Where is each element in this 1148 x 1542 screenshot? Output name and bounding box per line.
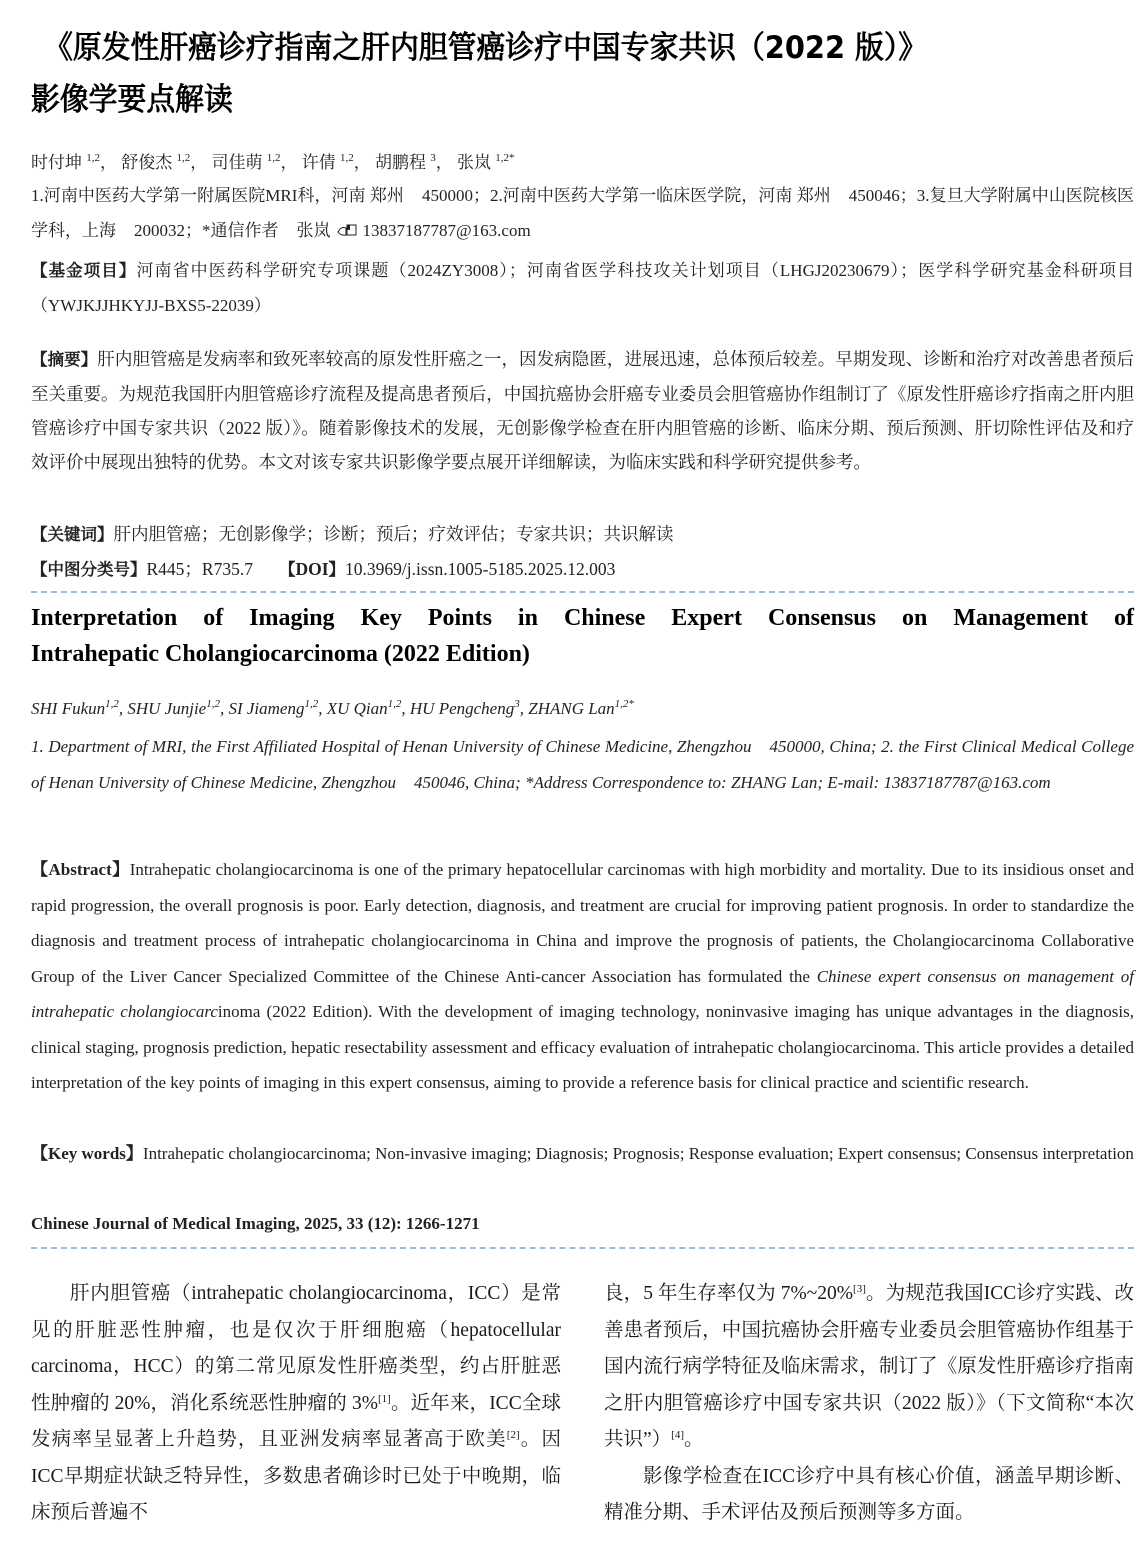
keywords-text-en: Intrahepatic cholangiocarcinoma; Non-invasive imaging; Diagnosis; Prognosis; Response evaluation; Expert consensus; Consensus interpretation (142, 1144, 1134, 1163)
journal-citation: Chinese Journal of Medical Imaging, 2025, 33 (12): 1266-1271 (31, 1214, 480, 1233)
chinese-author-list (31, 148, 1134, 173)
keywords-text-cn: 肝内胆管癌；无创影像学；诊断；预后；疗效评估；专家共识；共识解读 (113, 524, 674, 544)
author: SHU Junjie$^{1,2}$, (127, 698, 229, 718)
classification-code: R445；R735.7 (146, 559, 253, 579)
classification-label: 【中图分类号】 (31, 560, 147, 579)
citation-ref[interactable]: [3] (853, 1283, 866, 1295)
funding-label: 【基金项目】 (31, 261, 137, 280)
author: SHI Fukun$^{1,2}$, (31, 698, 128, 718)
funding-section (31, 253, 1134, 323)
body-column-left (31, 1276, 561, 1532)
english-title (31, 600, 1134, 672)
doi-link[interactable]: 10.3969/j.issn.1005-5185.2025.12.003 (345, 559, 616, 579)
body-paragraph: 影像学检查在ICC诊疗中具有核心价值，涵盖早期诊断、精准分期、手术评估及预后预测等多方面。 (604, 1465, 1134, 1523)
dashed-separator (31, 1247, 1134, 1249)
english-affiliations: 1. Department of MRI, the First Affiliated Hospital of Henan University of Chinese Medicine, Zhengzhou 450000, China; 2. the First Clinical Medical College of Henan University of Chinese Medicine, Zhengzhou 450046, China; *Address Correspondence to: ZHANG Lan; E-mail: 13837187787@163.com (31, 737, 1134, 792)
abstract-label-en: 【Abstract】 (31, 860, 130, 879)
body-paragraph: 良，5 年生存率仅为 7%~20%[3]。为规范我国ICC诊疗实践、改善患者预后，中国抗癌协会肝癌专业委员会胆管癌协作组基于国内流行病学特征及临床需求，制订了《原发性肝癌诊疗指南之肝内胆管癌诊疗中国专家共识（2022 版）》（下文简称“本次共识”）[4]。 (604, 1283, 1134, 1450)
author: 时付坤 $^{1,2}$， (31, 152, 117, 172)
keywords-label-cn: 【关键词】 (31, 525, 114, 544)
author: SI Jiameng$^{1,2}$, (228, 698, 327, 718)
english-author-list (31, 699, 1134, 719)
citation-ref[interactable]: [1] (377, 1392, 391, 1405)
english-title-line-2: Intrahepatic Cholangiocarcinoma (2022 Edition) (31, 641, 530, 667)
corresponding-author: 张岚 (296, 221, 331, 240)
keywords-label-en: 【Key words】 (31, 1144, 143, 1163)
author: 许倩 $^{1,2}$， (301, 152, 371, 172)
citation-ref[interactable]: [2] (506, 1429, 520, 1441)
english-keywords (31, 1136, 1134, 1172)
abstract-text-cn: 肝内胆管癌是发病率和致死率较高的原发性肝癌之一，因发病隐匿，进展迅速，总体预后较差。早期发现、诊断和治疗对改善患者预后至关重要。为规范我国肝内胆管癌诊疗流程及提高患者预后，中国抗癌协会肝癌专业委员会胆管癌协作组制订了《原发性肝癌诊疗指南之肝内胆管癌诊疗中国专家共识（2022 版）》。随着影像技术的发展，无创影像学检查在肝内胆管癌的诊断、临床分期、预后预测、肝切除性评估及和疗效评价中展现出独特的优势。本文对该专家共识影像学要点展开详细解读，为临床实践和科学研究提供参考。 (31, 349, 1135, 472)
author: 舒俊杰 $^{1,2}$， (121, 152, 208, 172)
body-paragraph: 肝内胆管癌（intrahepatic cholangiocarcinoma，ICC）是常见的肝脏恶性肿瘤，也是仅次于肝细胞癌（hepatocellular carcinoma，HCC）的第二常见原发性肝癌类型，约占肝脏恶性肿瘤的 20%，消化系统恶性肿瘤的 3%[1]。近年来，ICC全球发病率呈显著上升趋势，且亚洲发病率显著高于欧美[2]。因ICC早期症状缺乏特异性，多数患者确诊时已处于中晚期，临床预后普遍不 (31, 1283, 561, 1523)
chinese-title-line-2: 影像学要点解读 (31, 82, 233, 118)
author: 张岚 $^{1,2*}$ (457, 152, 515, 172)
chinese-keywords (31, 517, 1134, 552)
english-title-line-1: Interpretation of Imaging Key Points in Chinese Expert Consensus on Management of (31, 605, 1134, 631)
abstract-label-cn: 【摘要】 (31, 350, 98, 369)
citation-ref[interactable]: [4] (671, 1429, 684, 1441)
author: XU Qian$^{1,2}$, (326, 698, 410, 718)
chinese-title-line-1: 《原发性肝癌诊疗指南之肝内胆管癌诊疗中国专家共识（2022 版）》 (44, 30, 928, 66)
author: ZHANG Lan$^{1,2*}$ (528, 698, 634, 718)
body-column-right (604, 1276, 1134, 1532)
author: HU Pengcheng$^3$, (409, 698, 529, 718)
classification-and-doi: 【中图分类号】R445；R735.7 【DOI】10.3969/j.issn.1005-5185.2025.12.003 (31, 559, 616, 579)
author: 胡鹏程 $^3$， (375, 152, 453, 172)
mail-icon (337, 223, 361, 237)
english-abstract: 【Abstract】Intrahepatic cholangiocarcinoma is one of the primary hepatocellular carcinomas with high morbidity and mortality. Due to its insidious onset and rapid progression, the overall prognosis is poor. Early detection, diagnosis, and treatment are crucial for improving patient prognosis. In order to standardize the diagnosis and treatment process of intrahepatic cholangiocarcinoma in China and improve the prognosis of patients, the Cholangiocarcinoma Collaborative Group of the Liver Cancer Specialized Committee of the Chinese Anti-cancer Association has formulated the Chinese expert consensus on management of intrahepatic cholangiocarcinoma (2022 Edition). With the development of imaging technology, noninvasive imaging has unique advantages in the diagnosis, clinical staging, prognosis prediction, hepatic resectability assessment and efficacy evaluation of intrahepatic cholangiocarcinoma. This article provides a detailed interpretation of the key points of imaging in this expert consensus, aiming to provide a reference basis for clinical practice and scientific research. (31, 860, 1135, 1092)
doi-label: DOI (295, 559, 329, 579)
chinese-affiliations: 1.河南中医药大学第一附属医院MRI科，河南 郑州 450000；2.河南中医药大学第一临床医学院，河南 郑州 450046；3.复旦大学附属中山医院核医学科，上海 200032；*通信作者 张岚 13837187787@163.com (31, 186, 1134, 240)
chinese-abstract (31, 342, 1134, 479)
dashed-separator (31, 591, 1134, 593)
chinese-title (31, 22, 1138, 126)
consensus-title-italic: Chinese expert consensus on management of intrahepatic cholangiocarc (31, 966, 1135, 1021)
email-link[interactable]: 13837187787@163.com (362, 221, 531, 240)
funding-text: 河南省中医药科学研究专项课题（2024ZY3008）；河南省医学科技攻关计划项目（LHGJ20230679）；医学科学研究基金科研项目（YWJKJJHKYJJ-BXS5-22039） (31, 261, 1134, 315)
author: 司佳萌 $^{1,2}$， (211, 152, 298, 172)
